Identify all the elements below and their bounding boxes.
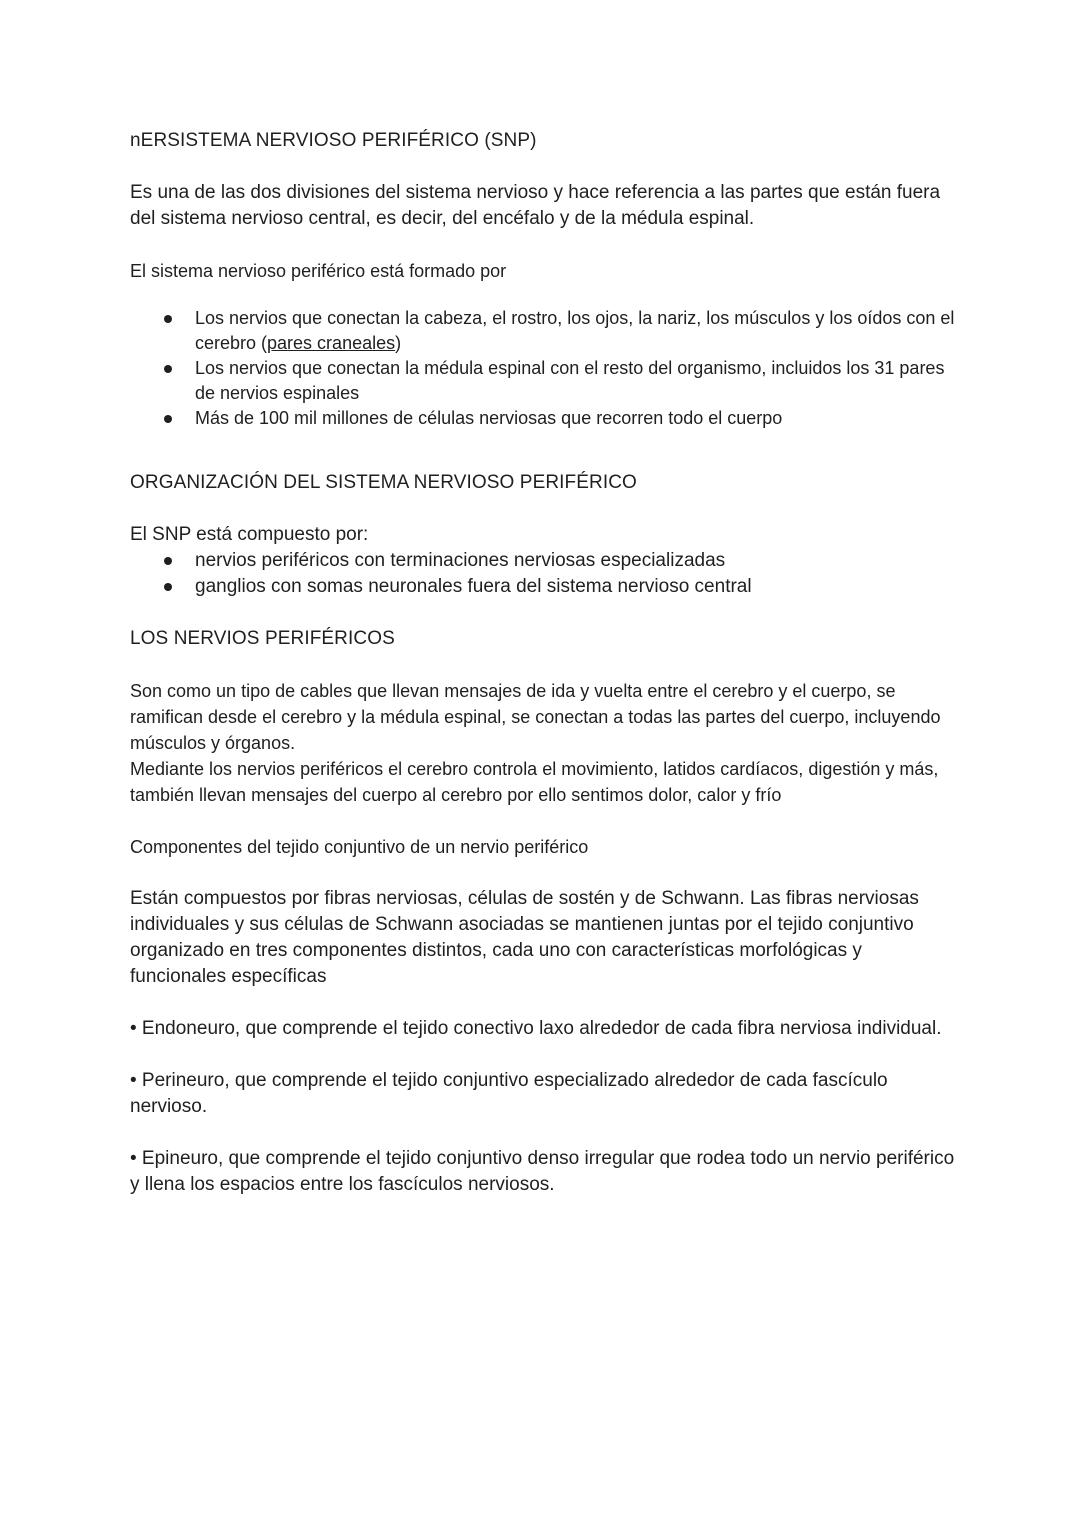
bullet-icon (164, 365, 172, 373)
intro-paragraph: Es una de las dos divisiones del sistema nervioso y hace referencia a las partes que están fuera del sistema nervioso central, es decir, del encéfalo y de la médula espinal. (130, 182, 941, 229)
components-heading: Componentes del tejido conjuntivo de un nervio periférico (130, 837, 589, 857)
organization-heading: ORGANIZACIÓN DEL SISTEMA NERVIOSO PERIFÉRICO (130, 472, 637, 493)
pares-craneales-link[interactable]: pares craneales (267, 333, 396, 353)
list-item-text: ganglios con somas neuronales fuera del sistema nervioso central (195, 576, 752, 597)
list-item (130, 574, 960, 600)
bullet-icon (164, 583, 172, 591)
document-page (130, 128, 960, 1198)
peripheral-nerves-paragraph-2: Mediante los nervios periféricos el cerebro controla el movimiento, latidos cardíacos, digestión y más, también llevan mensajes del cuerpo al cerebro por ello sentimos dolor, calor y frío (130, 759, 939, 805)
peripheral-nerves-paragraph-1: Son como un tipo de cables que llevan mensajes de ida y vuelta entre el cerebro y el cuerpo, se ramifican desde el cerebro y la médula espinal, se conectan a todas las partes del cuerpo, incluyendo músculos y órganos. (130, 681, 941, 753)
epineuro-paragraph: • Epineuro, que comprende el tejido conjuntivo denso irregular que rodea todo un nervio periférico y llena los espacios entre los fascículos nerviosos. (130, 1148, 955, 1195)
formed-by-list (130, 306, 960, 431)
formed-by-paragraph: El sistema nervioso periférico está formado por (130, 261, 507, 281)
list-item (130, 548, 960, 574)
document-title: nERSISTEMA NERVIOSO PERIFÉRICO (SNP) (130, 130, 537, 151)
list-item-text: Más de 100 mil millones de células nerviosas que recorren todo el cuerpo (195, 408, 783, 428)
organization-intro: El SNP está compuesto por: (130, 524, 369, 545)
perineuro-paragraph: • Perineuro, que comprende el tejido conjuntivo especializado alrededor de cada fascículo nervioso. (130, 1070, 888, 1117)
list-item-text-end: ) (395, 333, 402, 353)
components-paragraph: Están compuestos por fibras nerviosas, células de sostén y de Schwann. Las fibras nerviosas individuales y sus células de Schwann asociadas se mantienen juntas por el tejido conjuntivo organizado en tres componentes distintos, cada uno con características morfológicas y funcionales específicas (130, 888, 919, 987)
bullet-icon (164, 415, 172, 423)
bullet-icon (164, 557, 172, 565)
peripheral-nerves-heading: LOS NERVIOS PERIFÉRICOS (130, 628, 395, 649)
list-item (130, 356, 960, 406)
organization-list (130, 548, 960, 600)
list-item (130, 306, 960, 356)
list-item-text: Los nervios que conectan la médula espinal con el resto del organismo, incluidos los 31 pares de nervios espinales (195, 358, 945, 403)
list-item (130, 406, 960, 431)
endoneuro-paragraph: • Endoneuro, que comprende el tejido conectivo laxo alrededor de cada fibra nerviosa individual. (130, 1018, 942, 1039)
list-item-text: Los nervios que conectan la cabeza, el rostro, los ojos, la nariz, los músculos y los oídos con el cerebro ( (195, 308, 955, 353)
list-item-text: nervios periféricos con terminaciones nerviosas especializadas (195, 550, 726, 571)
bullet-icon (164, 315, 172, 323)
